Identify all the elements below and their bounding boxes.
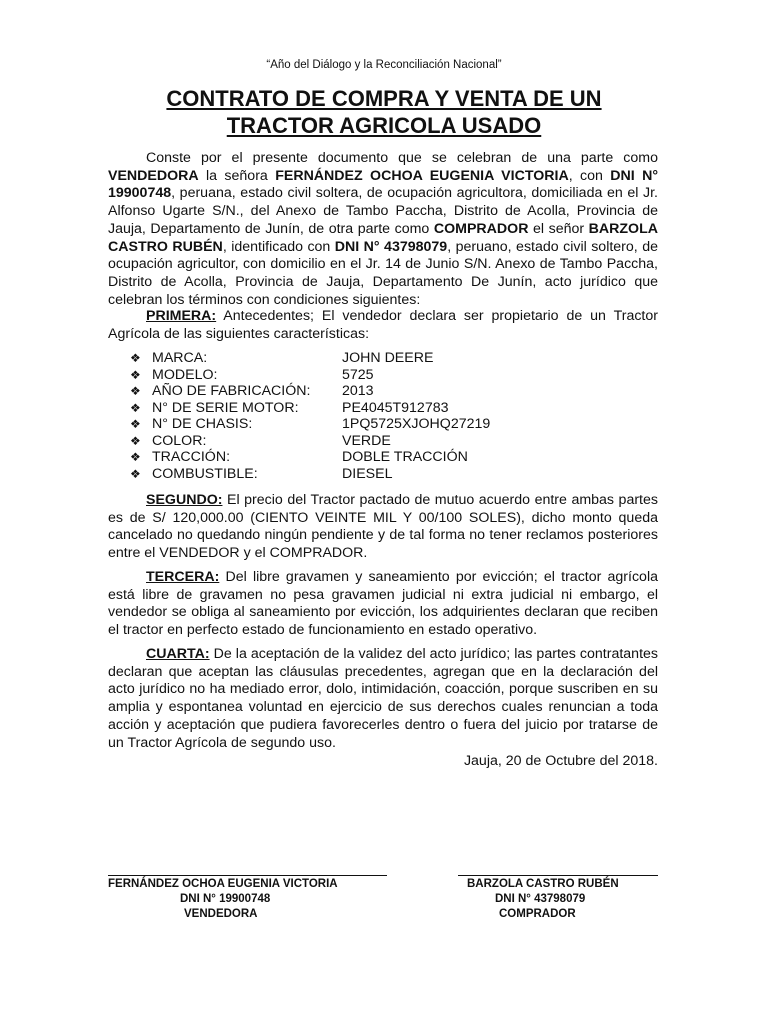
spec-row bbox=[130, 416, 650, 433]
diamond-bullet-icon: ❖ bbox=[130, 384, 141, 398]
seller-signature-role: VENDEDORA bbox=[184, 908, 258, 920]
spec-row bbox=[130, 367, 650, 384]
buyer-signature-block bbox=[467, 877, 619, 922]
intro-paragraph bbox=[108, 150, 658, 309]
seller-signature-line bbox=[108, 875, 387, 876]
spec-value: 1PQ5725XJOHQ27219 bbox=[342, 416, 491, 432]
diamond-bullet-icon: ❖ bbox=[130, 400, 141, 415]
seller-signature-name: FERNÁNDEZ OCHOA EUGENIA VICTORIA bbox=[108, 878, 338, 890]
clause-tercera bbox=[108, 569, 658, 640]
diamond-bullet-icon: ❖ bbox=[130, 417, 141, 431]
spec-value: VERDE bbox=[342, 432, 391, 449]
clause-heading: PRIMERA: bbox=[146, 308, 217, 324]
spec-row bbox=[130, 466, 650, 483]
intro-text-5: el señor bbox=[528, 220, 589, 237]
clause-cuarta bbox=[108, 646, 658, 752]
spec-row bbox=[130, 400, 650, 417]
spec-row bbox=[130, 383, 650, 400]
diamond-bullet-icon: ❖ bbox=[130, 433, 141, 448]
clause-text: El precio del Tractor pactado de mutuo acuerdo entre ambas partes es de S/ 120,000.00 (CIENTO VEINTE MIL Y 00/100 SOLES), dicho monto queda cancelado no quedando ningún pendiente y de tal forma no tener reclamos posteriores entre el VENDEDOR y el COMPRADOR. bbox=[108, 492, 658, 562]
diamond-bullet-icon: ❖ bbox=[130, 351, 141, 365]
spec-label: COLOR: bbox=[152, 432, 207, 449]
seller-role: VENDEDORA bbox=[108, 167, 199, 184]
diamond-bullet-icon: ❖ bbox=[130, 466, 141, 481]
spec-value: 5725 bbox=[342, 366, 374, 383]
buyer-signature-role: COMPRADOR bbox=[499, 908, 576, 920]
spec-value: JOHN DEERE bbox=[342, 350, 434, 366]
diamond-bullet-icon: ❖ bbox=[130, 450, 141, 464]
seller-signature-dni: DNI N° 19900748 bbox=[180, 893, 271, 905]
clause-segundo bbox=[108, 492, 658, 563]
spec-row bbox=[130, 449, 650, 466]
intro-text-1: Conste por el presente documento que se celebran de una parte como bbox=[146, 150, 658, 166]
clause-text: Antecedentes; El vendedor declara ser propietario de un Tractor Agrícola de las siguientes características: bbox=[108, 308, 658, 342]
clause-heading: SEGUNDO: bbox=[146, 492, 223, 508]
intro-text-2: la señora bbox=[198, 167, 276, 184]
buyer-signature-line bbox=[458, 875, 658, 876]
spec-label: COMBUSTIBLE: bbox=[152, 465, 258, 482]
clause-heading: TERCERA: bbox=[146, 569, 220, 585]
seller-name: FERNÁNDEZ OCHOA EUGENIA VICTORIA bbox=[275, 167, 569, 184]
clause-text: Del libre gravamen y saneamiento por evicción; el tractor agrícola está libre de gravamen no pesa gravamen judicial ni extra judicial ni embargo, el vendedor se obliga al saneamiento por evicción, los adquirientes declaran que reciben el tractor en perfecto estado de funcionamiento en estado operativo. bbox=[108, 569, 658, 639]
spec-value: DIESEL bbox=[342, 465, 393, 482]
seller-dni: DNI N° 19900748 bbox=[108, 167, 659, 202]
title-line-2: TRACTOR AGRICOLA USADO bbox=[226, 113, 542, 138]
spec-label: MARCA: bbox=[152, 350, 208, 366]
intro-text-4: , peruana, estado civil soltera, de ocupación agricultora, domiciliada en el Jr. Alfonso Ugarte S/N., del Anexo de Tambo Paccha, Distrito de Acolla, Provincia de Jauja, Departamento de Junín, de otra parte como bbox=[108, 185, 658, 237]
buyer-name: BARZOLA CASTRO RUBÉN bbox=[108, 220, 658, 255]
clause-heading: CUARTA: bbox=[146, 646, 210, 662]
spec-value: 2013 bbox=[342, 383, 374, 399]
buyer-dni: DNI N° 43798079 bbox=[334, 238, 448, 255]
spec-value: DOBLE TRACCIÓN bbox=[342, 449, 468, 465]
title-line-1: CONTRATO DE COMPRA Y VENTA DE UN bbox=[166, 86, 602, 111]
document-title bbox=[100, 85, 668, 139]
spec-row bbox=[130, 433, 650, 450]
year-motto: “Año del Diálogo y la Reconciliación Nacional” bbox=[266, 59, 502, 71]
spec-label: N° DE SERIE MOTOR: bbox=[152, 399, 299, 416]
seller-signature-block bbox=[108, 877, 338, 922]
spec-value: PE4045T912783 bbox=[342, 399, 449, 416]
intro-text-7: , peruano, estado civil soltero, de ocupación agricultor, con domicilio en el Jr. 14 de Junio S/N. Anexo de Tambo Paccha, Distrito de Acolla, Provincia de Jauja, Departamento De Junín, acto jurídico que celebran los términos con condiciones siguientes: bbox=[108, 238, 658, 308]
buyer-signature-dni: DNI N° 43798079 bbox=[495, 893, 586, 905]
spec-label: TRACCIÓN: bbox=[152, 449, 231, 465]
clause-text: De la aceptación de la validez del acto jurídico; las partes contratantes declaran que aceptan las cláusulas precedentes, agregan que en la declaración del acto jurídico no ha mediado error, dolo, intimidación, coacción, porque suscriben en su amplia y espontanea voluntad en ejercicio de sus derechos cuales renuncian a toda acción y aceptación que pudiera favorecerles dentro o fuera del juicio por tratarse de un Tractor Agrícola de segundo uso. bbox=[108, 646, 658, 751]
diamond-bullet-icon: ❖ bbox=[130, 367, 141, 382]
tractor-specs-list bbox=[130, 350, 650, 482]
buyer-signature-name: BARZOLA CASTRO RUBÉN bbox=[467, 878, 619, 890]
buyer-role: COMPRADOR bbox=[433, 220, 529, 237]
signing-date: Jauja, 20 de Octubre del 2018. bbox=[463, 753, 658, 769]
intro-text-3: , con bbox=[568, 167, 611, 184]
spec-label: MODELO: bbox=[152, 366, 218, 383]
spec-row bbox=[130, 350, 650, 367]
intro-text-6: , identificado con bbox=[222, 238, 335, 255]
spec-label: N° DE CHASIS: bbox=[152, 416, 253, 432]
spec-label: AÑO DE FABRICACIÓN: bbox=[152, 383, 311, 399]
clause-primera bbox=[108, 308, 658, 343]
